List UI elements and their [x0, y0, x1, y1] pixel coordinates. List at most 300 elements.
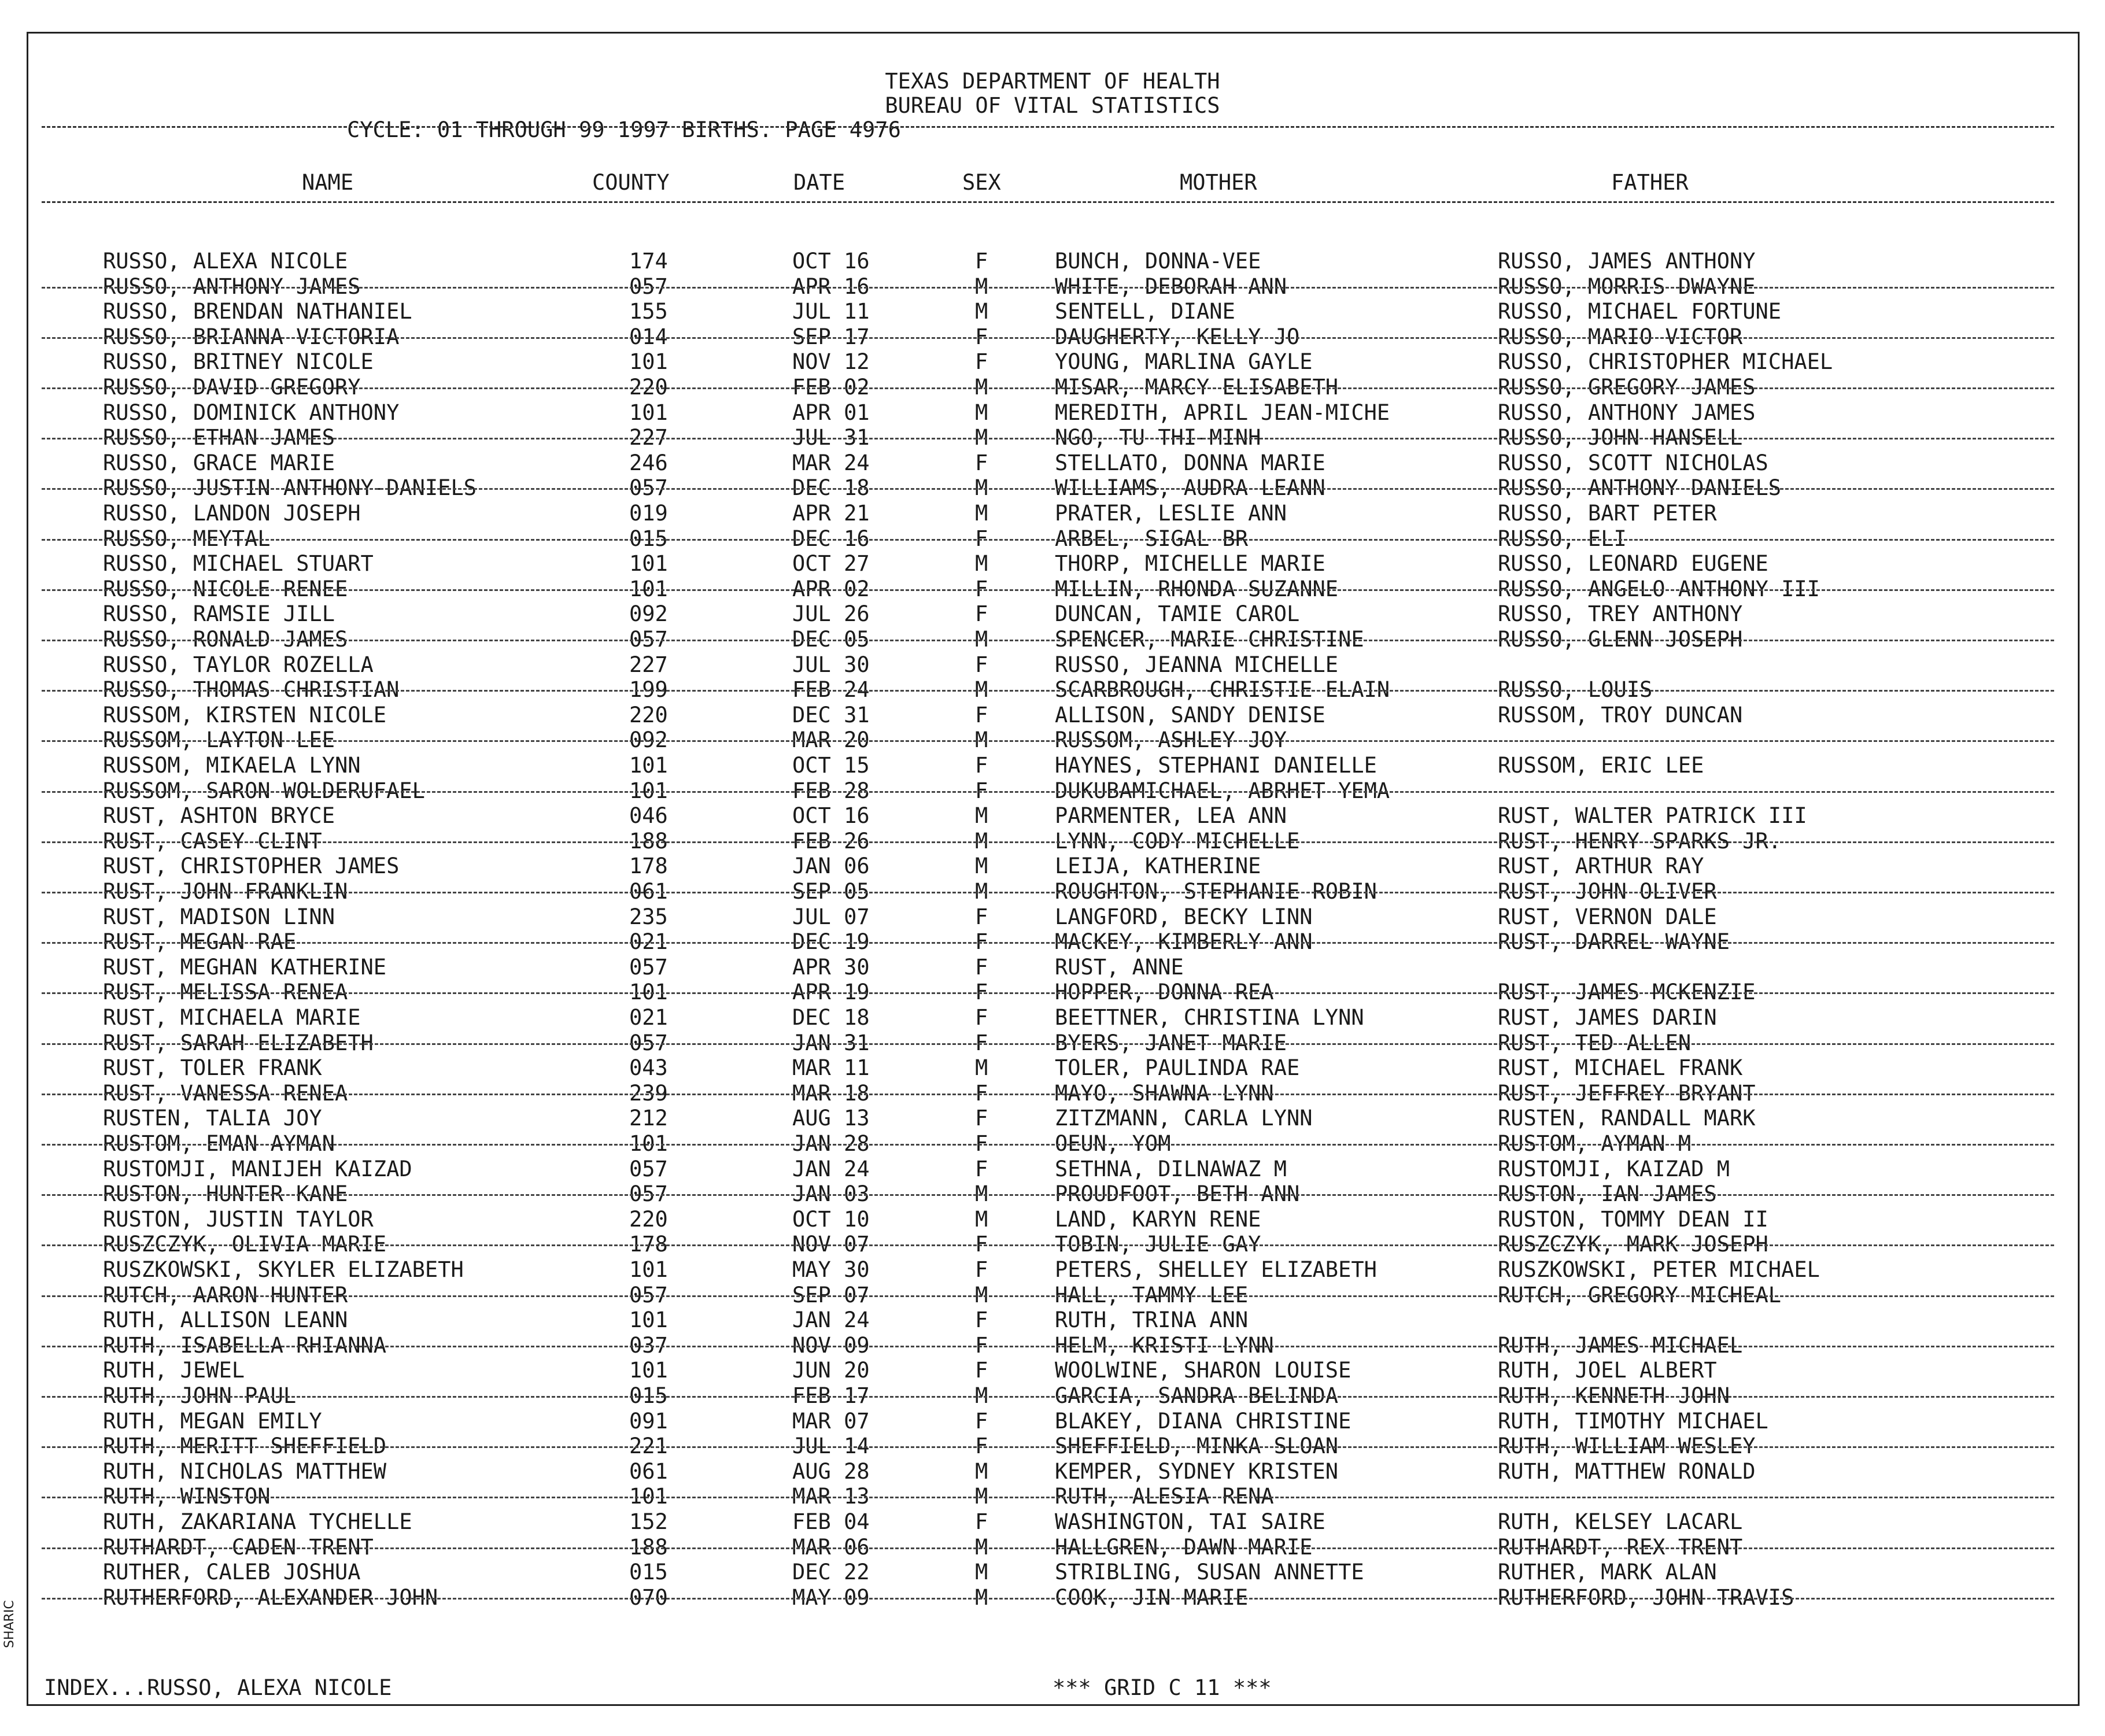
- col-mother: MOTHER: [1180, 170, 1257, 195]
- cell-father: RUTHER, MARK ALAN: [1498, 1560, 1717, 1585]
- cell-mother: MILLIN, RHONDA SUZANNE: [1055, 576, 1339, 601]
- col-name: NAME: [302, 170, 354, 195]
- table-row: [0, 1585, 2105, 1611]
- table-row: [0, 1409, 2105, 1434]
- cell-sex: M: [975, 1206, 988, 1232]
- cell-date: FEB 02: [792, 375, 870, 400]
- cell-date: APR 01: [792, 400, 870, 425]
- cell-name: RUSZCZYK, OLIVIA MARIE: [103, 1232, 387, 1257]
- table-row: [0, 677, 2105, 703]
- cell-county: 014: [629, 324, 668, 349]
- cell-date: APR 16: [792, 274, 870, 299]
- table-row: [0, 425, 2105, 450]
- table-row: [0, 526, 2105, 552]
- cell-date: JAN 31: [792, 1030, 870, 1055]
- cell-father: RUTHARDT, REX TRENT: [1498, 1534, 1743, 1560]
- cell-sex: F: [975, 904, 988, 929]
- cell-county: 101: [629, 551, 668, 577]
- cell-county: 092: [629, 601, 668, 627]
- cell-sex: M: [975, 1560, 988, 1585]
- cell-name: RUTHARDT, CADEN TRENT: [103, 1534, 374, 1560]
- cell-father: RUSSO, JOHN HANSELL: [1498, 425, 1743, 450]
- col-father: FATHER: [1611, 170, 1689, 195]
- cell-father: RUSZKOWSKI, PETER MICHAEL: [1498, 1257, 1820, 1282]
- cell-county: 015: [629, 526, 668, 551]
- cell-county: 239: [629, 1080, 668, 1106]
- cell-sex: F: [975, 1232, 988, 1257]
- cell-date: SEP 05: [792, 879, 870, 904]
- cell-county: 057: [629, 475, 668, 501]
- cell-county: 057: [629, 1181, 668, 1207]
- cell-date: JUL 26: [792, 601, 870, 627]
- cell-father: RUST, JOHN OLIVER: [1498, 879, 1717, 904]
- cell-sex: M: [975, 1055, 988, 1081]
- cell-name: RUST, MEGHAN KATHERINE: [103, 954, 387, 980]
- cell-county: 021: [629, 929, 668, 955]
- cell-father: RUST, DARREL WAYNE: [1498, 929, 1730, 955]
- cell-county: 061: [629, 879, 668, 904]
- cell-mother: WHITE, DEBORAH ANN: [1055, 274, 1287, 299]
- cell-sex: M: [975, 727, 988, 753]
- table-row: [0, 1157, 2105, 1182]
- cell-mother: DAUGHERTY, KELLY JO: [1055, 324, 1300, 349]
- cell-name: RUTH, MEGAN EMILY: [103, 1408, 322, 1434]
- cell-county: 199: [629, 677, 668, 703]
- cell-mother: LANGFORD, BECKY LINN: [1055, 904, 1313, 929]
- cell-mother: PARMENTER, LEA ANN: [1055, 803, 1287, 829]
- cell-name: RUST, SARAH ELIZABETH: [103, 1030, 374, 1055]
- cell-sex: F: [975, 980, 988, 1005]
- cell-father: RUTH, WILLIAM WESLEY: [1498, 1434, 1756, 1459]
- cell-mother: ARBEL, SIGAL BR: [1055, 526, 1249, 551]
- cell-date: SEP 17: [792, 324, 870, 349]
- cell-sex: M: [975, 677, 988, 703]
- cell-date: FEB 17: [792, 1383, 870, 1408]
- cell-mother: STELLATO, DONNA MARIE: [1055, 450, 1325, 475]
- cell-father: RUTH, KELSEY LACARL: [1498, 1509, 1743, 1534]
- table-row: [0, 1434, 2105, 1459]
- cell-date: NOV 07: [792, 1232, 870, 1257]
- cell-county: 021: [629, 1005, 668, 1030]
- cell-mother: SHEFFIELD, MINKA SLOAN: [1055, 1434, 1339, 1459]
- cell-date: APR 02: [792, 576, 870, 601]
- cell-name: RUSSO, BRENDAN NATHANIEL: [103, 299, 412, 324]
- cell-mother: SPENCER, MARIE CHRISTINE: [1055, 627, 1364, 652]
- cell-sex: M: [975, 1282, 988, 1307]
- table-row: [0, 879, 2105, 904]
- cell-name: RUTH, JOHN PAUL: [103, 1383, 297, 1408]
- cell-county: 178: [629, 854, 668, 879]
- side-label: SHARIC: [2, 1600, 17, 1648]
- cell-date: JUL 30: [792, 652, 870, 677]
- cell-county: 037: [629, 1332, 668, 1358]
- cell-county: 101: [629, 778, 668, 803]
- cell-sex: F: [975, 601, 988, 627]
- cell-mother: RUST, ANNE: [1055, 954, 1184, 980]
- cell-mother: RUSSO, JEANNA MICHELLE: [1055, 652, 1339, 677]
- cell-sex: F: [975, 1106, 988, 1131]
- cell-sex: F: [975, 778, 988, 803]
- cell-father: RUST, VERNON DALE: [1498, 904, 1717, 929]
- cell-mother: PETERS, SHELLEY ELIZABETH: [1055, 1257, 1377, 1282]
- cell-name: RUTH, WINSTON: [103, 1484, 271, 1509]
- cell-name: RUST, MELISSA RENEA: [103, 980, 348, 1005]
- cell-mother: WOOLWINE, SHARON LOUISE: [1055, 1358, 1351, 1383]
- cell-father: RUTCH, GREGORY MICHEAL: [1498, 1282, 1782, 1307]
- cell-mother: TOBIN, JULIE GAY: [1055, 1232, 1261, 1257]
- cell-father: RUTH, MATTHEW RONALD: [1498, 1458, 1756, 1484]
- cell-mother: TOLER, PAULINDA RAE: [1055, 1055, 1300, 1081]
- table-row: [0, 400, 2105, 426]
- cell-date: JAN 03: [792, 1181, 870, 1207]
- cell-sex: M: [975, 1458, 988, 1484]
- cell-county: 101: [629, 1131, 668, 1156]
- cell-sex: M: [975, 1181, 988, 1207]
- table-row: [0, 1283, 2105, 1308]
- header-divider: [42, 126, 2054, 128]
- cell-county: 057: [629, 1030, 668, 1055]
- cell-name: RUSTOMJI, MANIJEH KAIZAD: [103, 1156, 412, 1181]
- table-row: [0, 577, 2105, 602]
- cell-father: RUSSO, CHRISTOPHER MICHAEL: [1498, 349, 1833, 375]
- cell-father: RUSSO, SCOTT NICHOLAS: [1498, 450, 1768, 475]
- cell-date: FEB 24: [792, 677, 870, 703]
- cell-father: RUSTON, IAN JAMES: [1498, 1181, 1717, 1207]
- cell-date: MAR 06: [792, 1534, 870, 1560]
- table-row: [0, 1560, 2105, 1585]
- cell-county: 101: [629, 1307, 668, 1333]
- cell-date: JAN 24: [792, 1156, 870, 1181]
- table-row: [0, 501, 2105, 526]
- table-row: [0, 1333, 2105, 1358]
- cell-county: 046: [629, 803, 668, 829]
- table-row: [0, 703, 2105, 728]
- cell-county: 101: [629, 753, 668, 778]
- agency-title: TEXAS DEPARTMENT OF HEALTH: [885, 69, 1220, 94]
- cell-father: RUTH, JAMES MICHAEL: [1498, 1332, 1743, 1358]
- cell-date: MAR 07: [792, 1408, 870, 1434]
- cell-name: RUSSOM, MIKAELA LYNN: [103, 753, 361, 778]
- cell-county: 178: [629, 1232, 668, 1257]
- cell-name: RUST, CASEY CLINT: [103, 828, 322, 854]
- cell-name: RUSSO, JUSTIN ANTHONY-DANIELS: [103, 475, 477, 501]
- table-row: [0, 1257, 2105, 1283]
- cell-date: APR 21: [792, 501, 870, 526]
- cell-county: 188: [629, 828, 668, 854]
- cell-mother: NGO, TU THI-MINH: [1055, 425, 1261, 450]
- cell-mother: BYERS, JANET MARIE: [1055, 1030, 1287, 1055]
- cell-mother: RUTH, TRINA ANN: [1055, 1307, 1249, 1333]
- cell-sex: M: [975, 854, 988, 879]
- table-row: [0, 753, 2105, 778]
- cell-sex: F: [975, 1408, 988, 1434]
- cell-father: RUTH, KENNETH JOHN: [1498, 1383, 1730, 1408]
- cell-name: RUST, MEGAN RAE: [103, 929, 297, 955]
- cell-father: RUST, JAMES DARIN: [1498, 1005, 1717, 1030]
- cell-father: RUSSO, ANTHONY DANIELS: [1498, 475, 1782, 501]
- cell-father: RUST, HENRY SPARKS JR.: [1498, 828, 1782, 854]
- table-row: [0, 1383, 2105, 1409]
- cell-county: 091: [629, 1408, 668, 1434]
- cell-mother: PROUDFOOT, BETH ANN: [1055, 1181, 1300, 1207]
- table-row: [0, 551, 2105, 577]
- cell-date: SEP 07: [792, 1282, 870, 1307]
- table-row: [0, 955, 2105, 980]
- cell-father: RUSSO, TREY ANTHONY: [1498, 601, 1743, 627]
- cell-father: RUST, WALTER PATRICK III: [1498, 803, 1807, 829]
- cell-county: 070: [629, 1584, 668, 1610]
- cell-sex: M: [975, 274, 988, 299]
- cell-mother: THORP, MICHELLE MARIE: [1055, 551, 1325, 577]
- cell-date: NOV 09: [792, 1332, 870, 1358]
- cell-name: RUSSO, MICHAEL STUART: [103, 551, 374, 577]
- cell-sex: F: [975, 1358, 988, 1383]
- cell-name: RUSSO, DOMINICK ANTHONY: [103, 400, 400, 425]
- cell-date: OCT 16: [792, 803, 870, 829]
- cell-date: MAY 30: [792, 1257, 870, 1282]
- table-row: [0, 1358, 2105, 1383]
- cell-date: FEB 26: [792, 828, 870, 854]
- cell-mother: YOUNG, MARLINA GAYLE: [1055, 349, 1313, 375]
- table-row: [0, 1232, 2105, 1257]
- cell-sex: M: [975, 627, 988, 652]
- cell-county: 227: [629, 652, 668, 677]
- cell-name: RUSSO, MEYTAL: [103, 526, 271, 551]
- cell-date: JUL 07: [792, 904, 870, 929]
- cell-sex: F: [975, 249, 988, 274]
- cell-sex: M: [975, 299, 988, 324]
- table-row: [0, 1459, 2105, 1484]
- cell-county: 043: [629, 1055, 668, 1081]
- cell-mother: LYNN, CODY MICHELLE: [1055, 828, 1300, 854]
- cell-county: 220: [629, 702, 668, 727]
- cell-date: JUL 11: [792, 299, 870, 324]
- cell-sex: M: [975, 803, 988, 829]
- cell-father: RUSSO, LOUIS: [1498, 677, 1653, 703]
- cell-father: RUSSO, MORRIS DWAYNE: [1498, 274, 1756, 299]
- table-row: [0, 1307, 2105, 1333]
- cell-sex: F: [975, 1080, 988, 1106]
- cell-date: JAN 28: [792, 1131, 870, 1156]
- cell-sex: F: [975, 1307, 988, 1333]
- cell-mother: ZITZMANN, CARLA LYNN: [1055, 1106, 1313, 1131]
- cell-father: RUTHERFORD, JOHN TRAVIS: [1498, 1584, 1794, 1610]
- cell-mother: PRATER, LESLIE ANN: [1055, 501, 1287, 526]
- cell-county: 155: [629, 299, 668, 324]
- cell-date: MAR 24: [792, 450, 870, 475]
- cell-date: DEC 18: [792, 475, 870, 501]
- cell-mother: HELM, KRISTI LYNN: [1055, 1332, 1274, 1358]
- table-row: [0, 778, 2105, 804]
- cell-sex: F: [975, 1005, 988, 1030]
- cell-mother: ALLISON, SANDY DENISE: [1055, 702, 1325, 727]
- cell-mother: DUNCAN, TAMIE CAROL: [1055, 601, 1300, 627]
- cell-sex: M: [975, 828, 988, 854]
- cell-sex: M: [975, 1383, 988, 1408]
- cell-date: MAR 18: [792, 1080, 870, 1106]
- cell-county: 019: [629, 501, 668, 526]
- cell-date: FEB 04: [792, 1509, 870, 1534]
- table-row: [0, 980, 2105, 1005]
- cell-county: 220: [629, 1206, 668, 1232]
- cell-name: RUSSO, ANTHONY JAMES: [103, 274, 361, 299]
- cell-name: RUSSO, THOMAS CHRISTIAN: [103, 677, 400, 703]
- cell-mother: SENTELL, DIANE: [1055, 299, 1235, 324]
- cell-mother: OEUN, YOM: [1055, 1131, 1171, 1156]
- cell-name: RUSTON, JUSTIN TAYLOR: [103, 1206, 374, 1232]
- cell-sex: F: [975, 753, 988, 778]
- cell-mother: MACKEY, KIMBERLY ANN: [1055, 929, 1313, 955]
- cell-sex: F: [975, 324, 988, 349]
- table-row: [0, 601, 2105, 627]
- cell-mother: MISAR, MARCY ELISABETH: [1055, 375, 1339, 400]
- table-row: [0, 829, 2105, 854]
- cell-name: RUSSOM, LAYTON LEE: [103, 727, 335, 753]
- cell-county: 061: [629, 1458, 668, 1484]
- cell-sex: F: [975, 1156, 988, 1181]
- cell-name: RUST, JOHN FRANKLIN: [103, 879, 348, 904]
- cell-father: RUST, ARTHUR RAY: [1498, 854, 1704, 879]
- table-row: [0, 249, 2105, 274]
- cell-sex: F: [975, 526, 988, 551]
- cell-sex: M: [975, 475, 988, 501]
- cell-county: 101: [629, 400, 668, 425]
- cell-father: RUSSO, ANTHONY JAMES: [1498, 400, 1756, 425]
- cell-county: 057: [629, 1156, 668, 1181]
- table-row: [0, 1081, 2105, 1106]
- cell-sex: M: [975, 1534, 988, 1560]
- table-row: [0, 375, 2105, 400]
- cell-mother: SETHNA, DILNAWAZ M: [1055, 1156, 1287, 1181]
- cell-mother: KEMPER, SYDNEY KRISTEN: [1055, 1458, 1339, 1484]
- cell-county: 188: [629, 1534, 668, 1560]
- cell-sex: M: [975, 501, 988, 526]
- cell-name: RUSSOM, SARON WOLDERUFAEL: [103, 778, 425, 803]
- table-row: [0, 727, 2105, 753]
- cell-name: RUSTON, HUNTER KANE: [103, 1181, 348, 1207]
- cell-sex: M: [975, 879, 988, 904]
- cell-name: RUSSO, GRACE MARIE: [103, 450, 335, 475]
- cell-name: RUTHERFORD, ALEXANDER JOHN: [103, 1584, 438, 1610]
- cell-name: RUST, ASHTON BRYCE: [103, 803, 335, 829]
- cell-name: RUST, CHRISTOPHER JAMES: [103, 854, 400, 879]
- cell-name: RUTHER, CALEB JOSHUA: [103, 1560, 361, 1585]
- cell-county: 220: [629, 375, 668, 400]
- cell-father: RUSSOM, TROY DUNCAN: [1498, 702, 1743, 727]
- cell-county: 057: [629, 274, 668, 299]
- cell-county: 015: [629, 1383, 668, 1408]
- cell-date: DEC 22: [792, 1560, 870, 1585]
- column-divider: [42, 201, 2054, 203]
- cell-sex: F: [975, 576, 988, 601]
- cell-county: 221: [629, 1434, 668, 1459]
- cell-sex: M: [975, 375, 988, 400]
- cell-mother: HAYNES, STEPHANI DANIELLE: [1055, 753, 1377, 778]
- cell-name: RUTH, ALLISON LEANN: [103, 1307, 348, 1333]
- cell-mother: DUKUBAMICHAEL, ABRHET YEMA: [1055, 778, 1390, 803]
- cell-father: RUSTON, TOMMY DEAN II: [1498, 1206, 1768, 1232]
- bureau-title: BUREAU OF VITAL STATISTICS: [885, 93, 1220, 118]
- cell-date: DEC 16: [792, 526, 870, 551]
- cell-county: 227: [629, 425, 668, 450]
- cell-mother: ROUGHTON, STEPHANIE ROBIN: [1055, 879, 1377, 904]
- cell-father: RUSSO, MARIO VICTOR: [1498, 324, 1743, 349]
- cell-mother: BLAKEY, DIANA CHRISTINE: [1055, 1408, 1351, 1434]
- cell-sex: F: [975, 1434, 988, 1459]
- cell-county: 101: [629, 576, 668, 601]
- table-row: [0, 1484, 2105, 1509]
- cell-name: RUTH, MERITT SHEFFIELD: [103, 1434, 387, 1459]
- grid-footer: *** GRID C 11 ***: [1052, 1675, 1272, 1700]
- cell-county: 101: [629, 1358, 668, 1383]
- cell-father: RUSTEN, RANDALL MARK: [1498, 1106, 1756, 1131]
- cell-mother: HALLGREN, DAWN MARIE: [1055, 1534, 1313, 1560]
- cell-name: RUSSOM, KIRSTEN NICOLE: [103, 702, 387, 727]
- cell-county: 212: [629, 1106, 668, 1131]
- cell-name: RUSSO, DAVID GREGORY: [103, 375, 361, 400]
- cell-date: OCT 16: [792, 249, 870, 274]
- cell-mother: MEREDITH, APRIL JEAN-MICHE: [1055, 400, 1390, 425]
- cell-date: OCT 15: [792, 753, 870, 778]
- cell-name: RUSSO, NICOLE RENEE: [103, 576, 348, 601]
- cell-county: 246: [629, 450, 668, 475]
- cell-father: RUST, TED ALLEN: [1498, 1030, 1692, 1055]
- cell-name: RUSSO, BRIANNA VICTORIA: [103, 324, 400, 349]
- cell-date: DEC 05: [792, 627, 870, 652]
- cell-father: RUST, JAMES MCKENZIE: [1498, 980, 1756, 1005]
- cell-county: 057: [629, 954, 668, 980]
- index-footer: INDEX...RUSSO, ALEXA NICOLE: [44, 1675, 392, 1700]
- table-row: [0, 1131, 2105, 1157]
- table-row: [0, 324, 2105, 350]
- cell-father: RUSSO, ELI: [1498, 526, 1627, 551]
- cell-mother: MAYO, SHAWNA LYNN: [1055, 1080, 1274, 1106]
- col-date: DATE: [793, 170, 845, 195]
- table-row: [0, 1106, 2105, 1131]
- cell-county: 015: [629, 1560, 668, 1585]
- cell-county: 057: [629, 1282, 668, 1307]
- cell-mother: SCARBROUGH, CHRISTIE ELAIN: [1055, 677, 1390, 703]
- cell-name: RUSSO, RONALD JAMES: [103, 627, 348, 652]
- table-row: [0, 1181, 2105, 1207]
- cell-mother: WASHINGTON, TAI SAIRE: [1055, 1509, 1325, 1534]
- cell-date: NOV 12: [792, 349, 870, 375]
- cell-date: AUG 28: [792, 1458, 870, 1484]
- cell-father: RUSTOM, AYMAN M: [1498, 1131, 1692, 1156]
- cycle-line: CYCLE: 01 THROUGH 99 1997 BIRTHS. PAGE 4976: [347, 117, 901, 142]
- cell-county: 101: [629, 1484, 668, 1509]
- cell-father: RUSSO, MICHAEL FORTUNE: [1498, 299, 1782, 324]
- cell-date: MAR 13: [792, 1484, 870, 1509]
- cell-mother: RUSSOM, ASHLEY JOY: [1055, 727, 1287, 753]
- cell-mother: BEETTNER, CHRISTINA LYNN: [1055, 1005, 1364, 1030]
- cell-father: RUTH, TIMOTHY MICHAEL: [1498, 1408, 1768, 1434]
- cell-sex: M: [975, 400, 988, 425]
- cell-sex: F: [975, 1257, 988, 1282]
- cell-date: JUL 31: [792, 425, 870, 450]
- cell-father: RUTH, JOEL ALBERT: [1498, 1358, 1717, 1383]
- cell-county: 057: [629, 627, 668, 652]
- cell-date: JUN 20: [792, 1358, 870, 1383]
- cell-date: JAN 06: [792, 854, 870, 879]
- cell-mother: STRIBLING, SUSAN ANNETTE: [1055, 1560, 1364, 1585]
- table-row: [0, 854, 2105, 879]
- cell-father: RUSZCZYK, MARK JOSEPH: [1498, 1232, 1768, 1257]
- col-sex: SEX: [962, 170, 1001, 195]
- cell-name: RUSSO, RAMSIE JILL: [103, 601, 335, 627]
- cell-father: RUSSOM, ERIC LEE: [1498, 753, 1704, 778]
- cell-name: RUST, MICHAELA MARIE: [103, 1005, 361, 1030]
